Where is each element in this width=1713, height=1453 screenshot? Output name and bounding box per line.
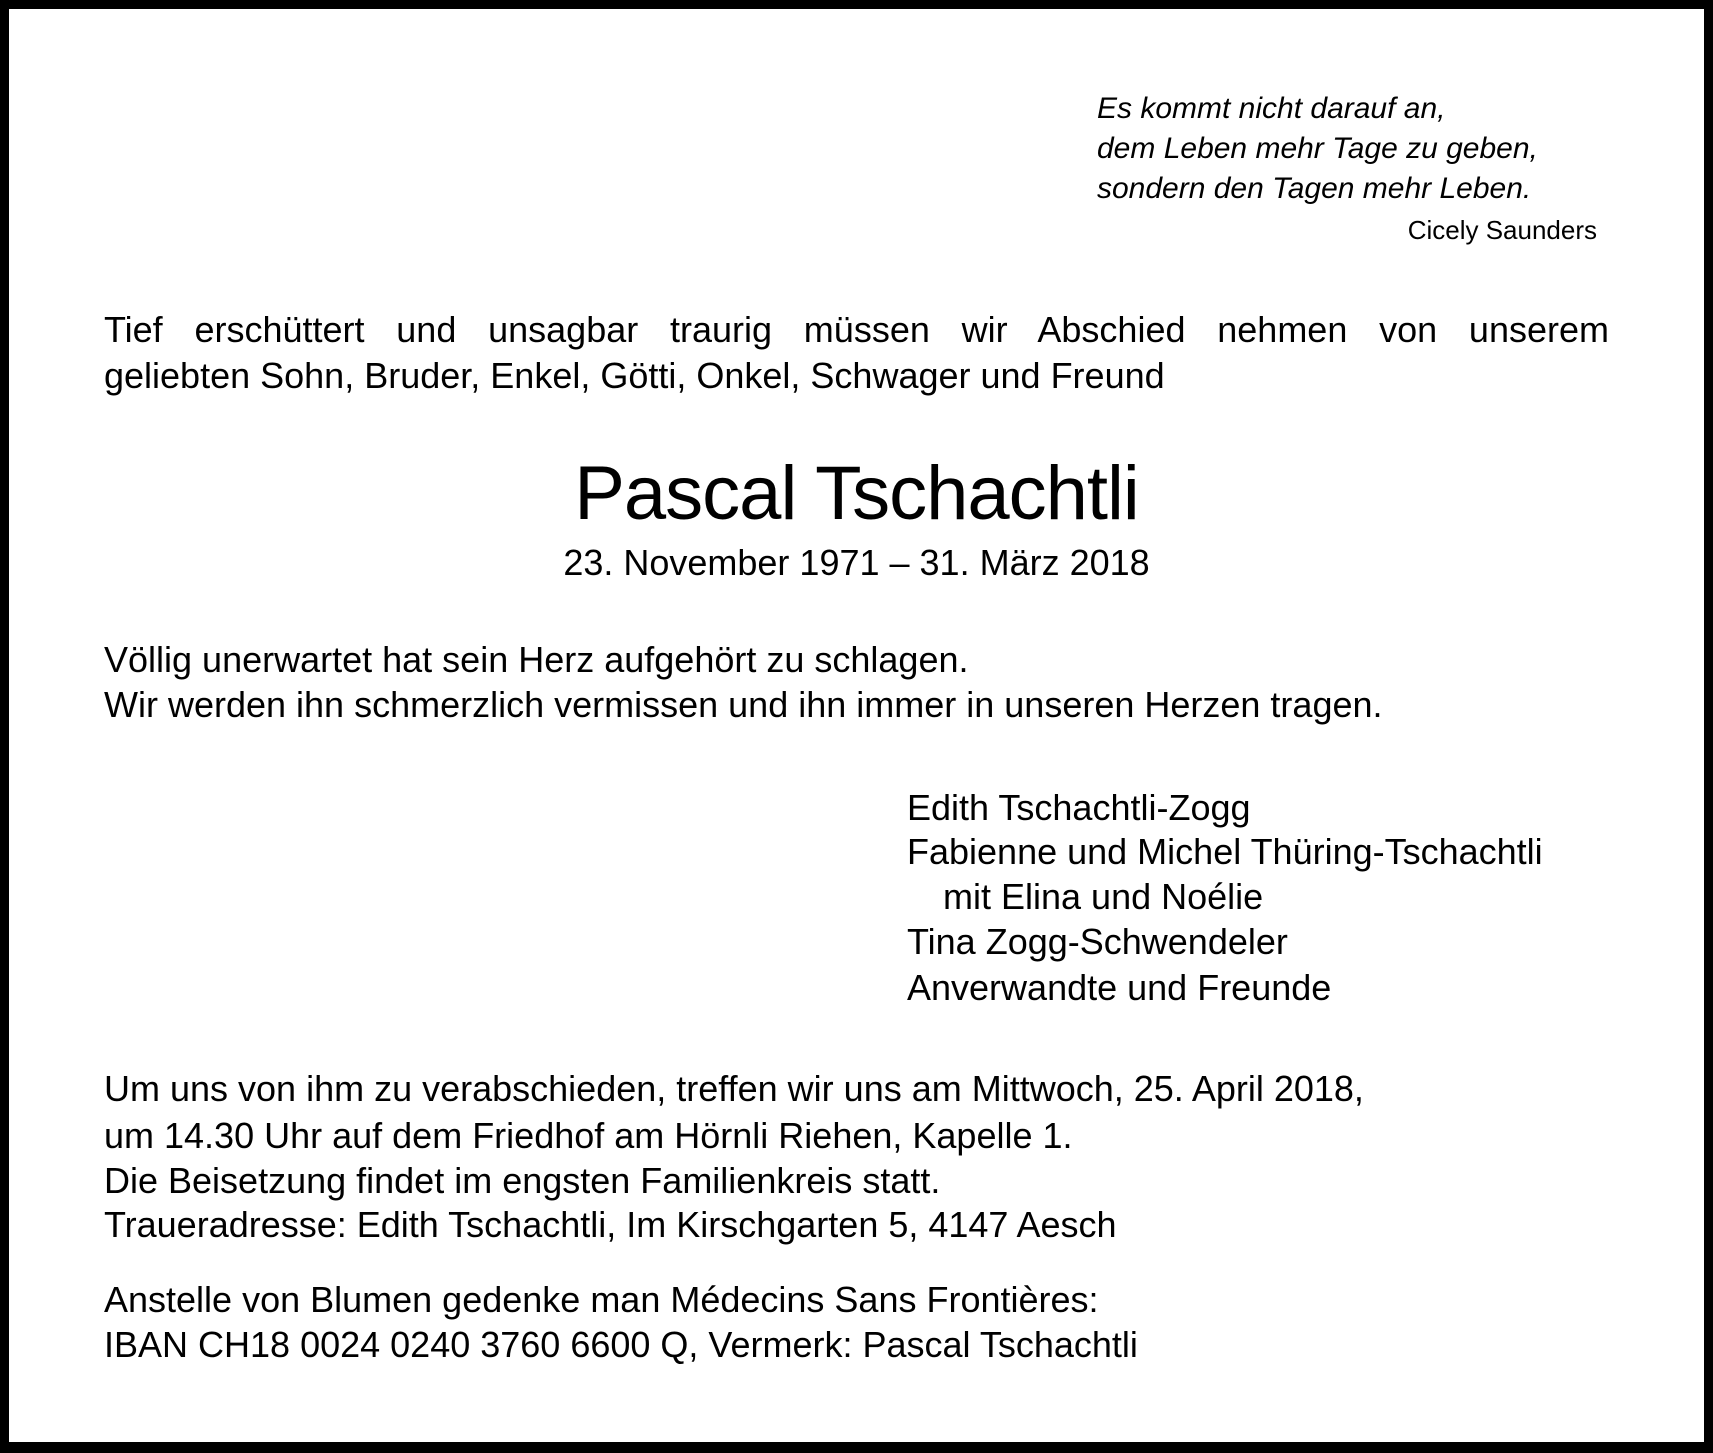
deceased-dates: 23. November 1971 – 31. März 2018 — [563, 542, 1150, 583]
mourner: Fabienne und Michel Thüring-Tschachtli — [907, 831, 1543, 872]
mourner: mit Elina und Noélie — [943, 876, 1264, 917]
donation-line: Anstelle von Blumen gedenke man Médecins Sans Frontières: — [104, 1279, 1099, 1320]
quote-line: dem Leben mehr Tage zu geben, — [1097, 132, 1538, 165]
service-line: Um uns von ihm zu verabschieden, treffen wir uns am Mittwoch, 25. April 2018, — [104, 1068, 1364, 1109]
message-line: Wir werden ihn schmerzlich vermissen und ihn immer in unseren Herzen tragen. — [104, 684, 1383, 725]
mourner: Anverwandte und Freunde — [907, 967, 1332, 1008]
mourner: Tina Zogg-Schwendeler — [907, 921, 1288, 962]
service-line: Die Beisetzung findet im engsten Familienkreis statt. — [104, 1160, 941, 1201]
deceased-name: Pascal Tschachtli — [574, 451, 1139, 536]
message-line: Völlig unerwartet hat sein Herz aufgehört zu schlagen. — [104, 639, 969, 680]
quote-line: sondern den Tagen mehr Leben. — [1097, 172, 1532, 205]
quote-author: Cicely Saunders — [1407, 215, 1597, 245]
intro-line: geliebten Sohn, Bruder, Enkel, Götti, Onkel, Schwager und Freund — [104, 355, 1165, 396]
obituary-notice — [9, 9, 1704, 1442]
mourner: Edith Tschachtli-Zogg — [907, 787, 1251, 828]
quote-line: Es kommt nicht darauf an, — [1097, 92, 1446, 125]
donation-line: IBAN CH18 0024 0240 3760 6600 Q, Vermerk: Pascal Tschachtli — [104, 1324, 1138, 1365]
intro-line: Tief erschüttert und unsagbar traurig müssen wir Abschied nehmen von unserem — [104, 309, 1609, 350]
service-line: Traueradresse: Edith Tschachtli, Im Kirschgarten 5, 4147 Aesch — [104, 1204, 1117, 1245]
service-line: um 14.30 Uhr auf dem Friedhof am Hörnli Riehen, Kapelle 1. — [104, 1115, 1073, 1156]
